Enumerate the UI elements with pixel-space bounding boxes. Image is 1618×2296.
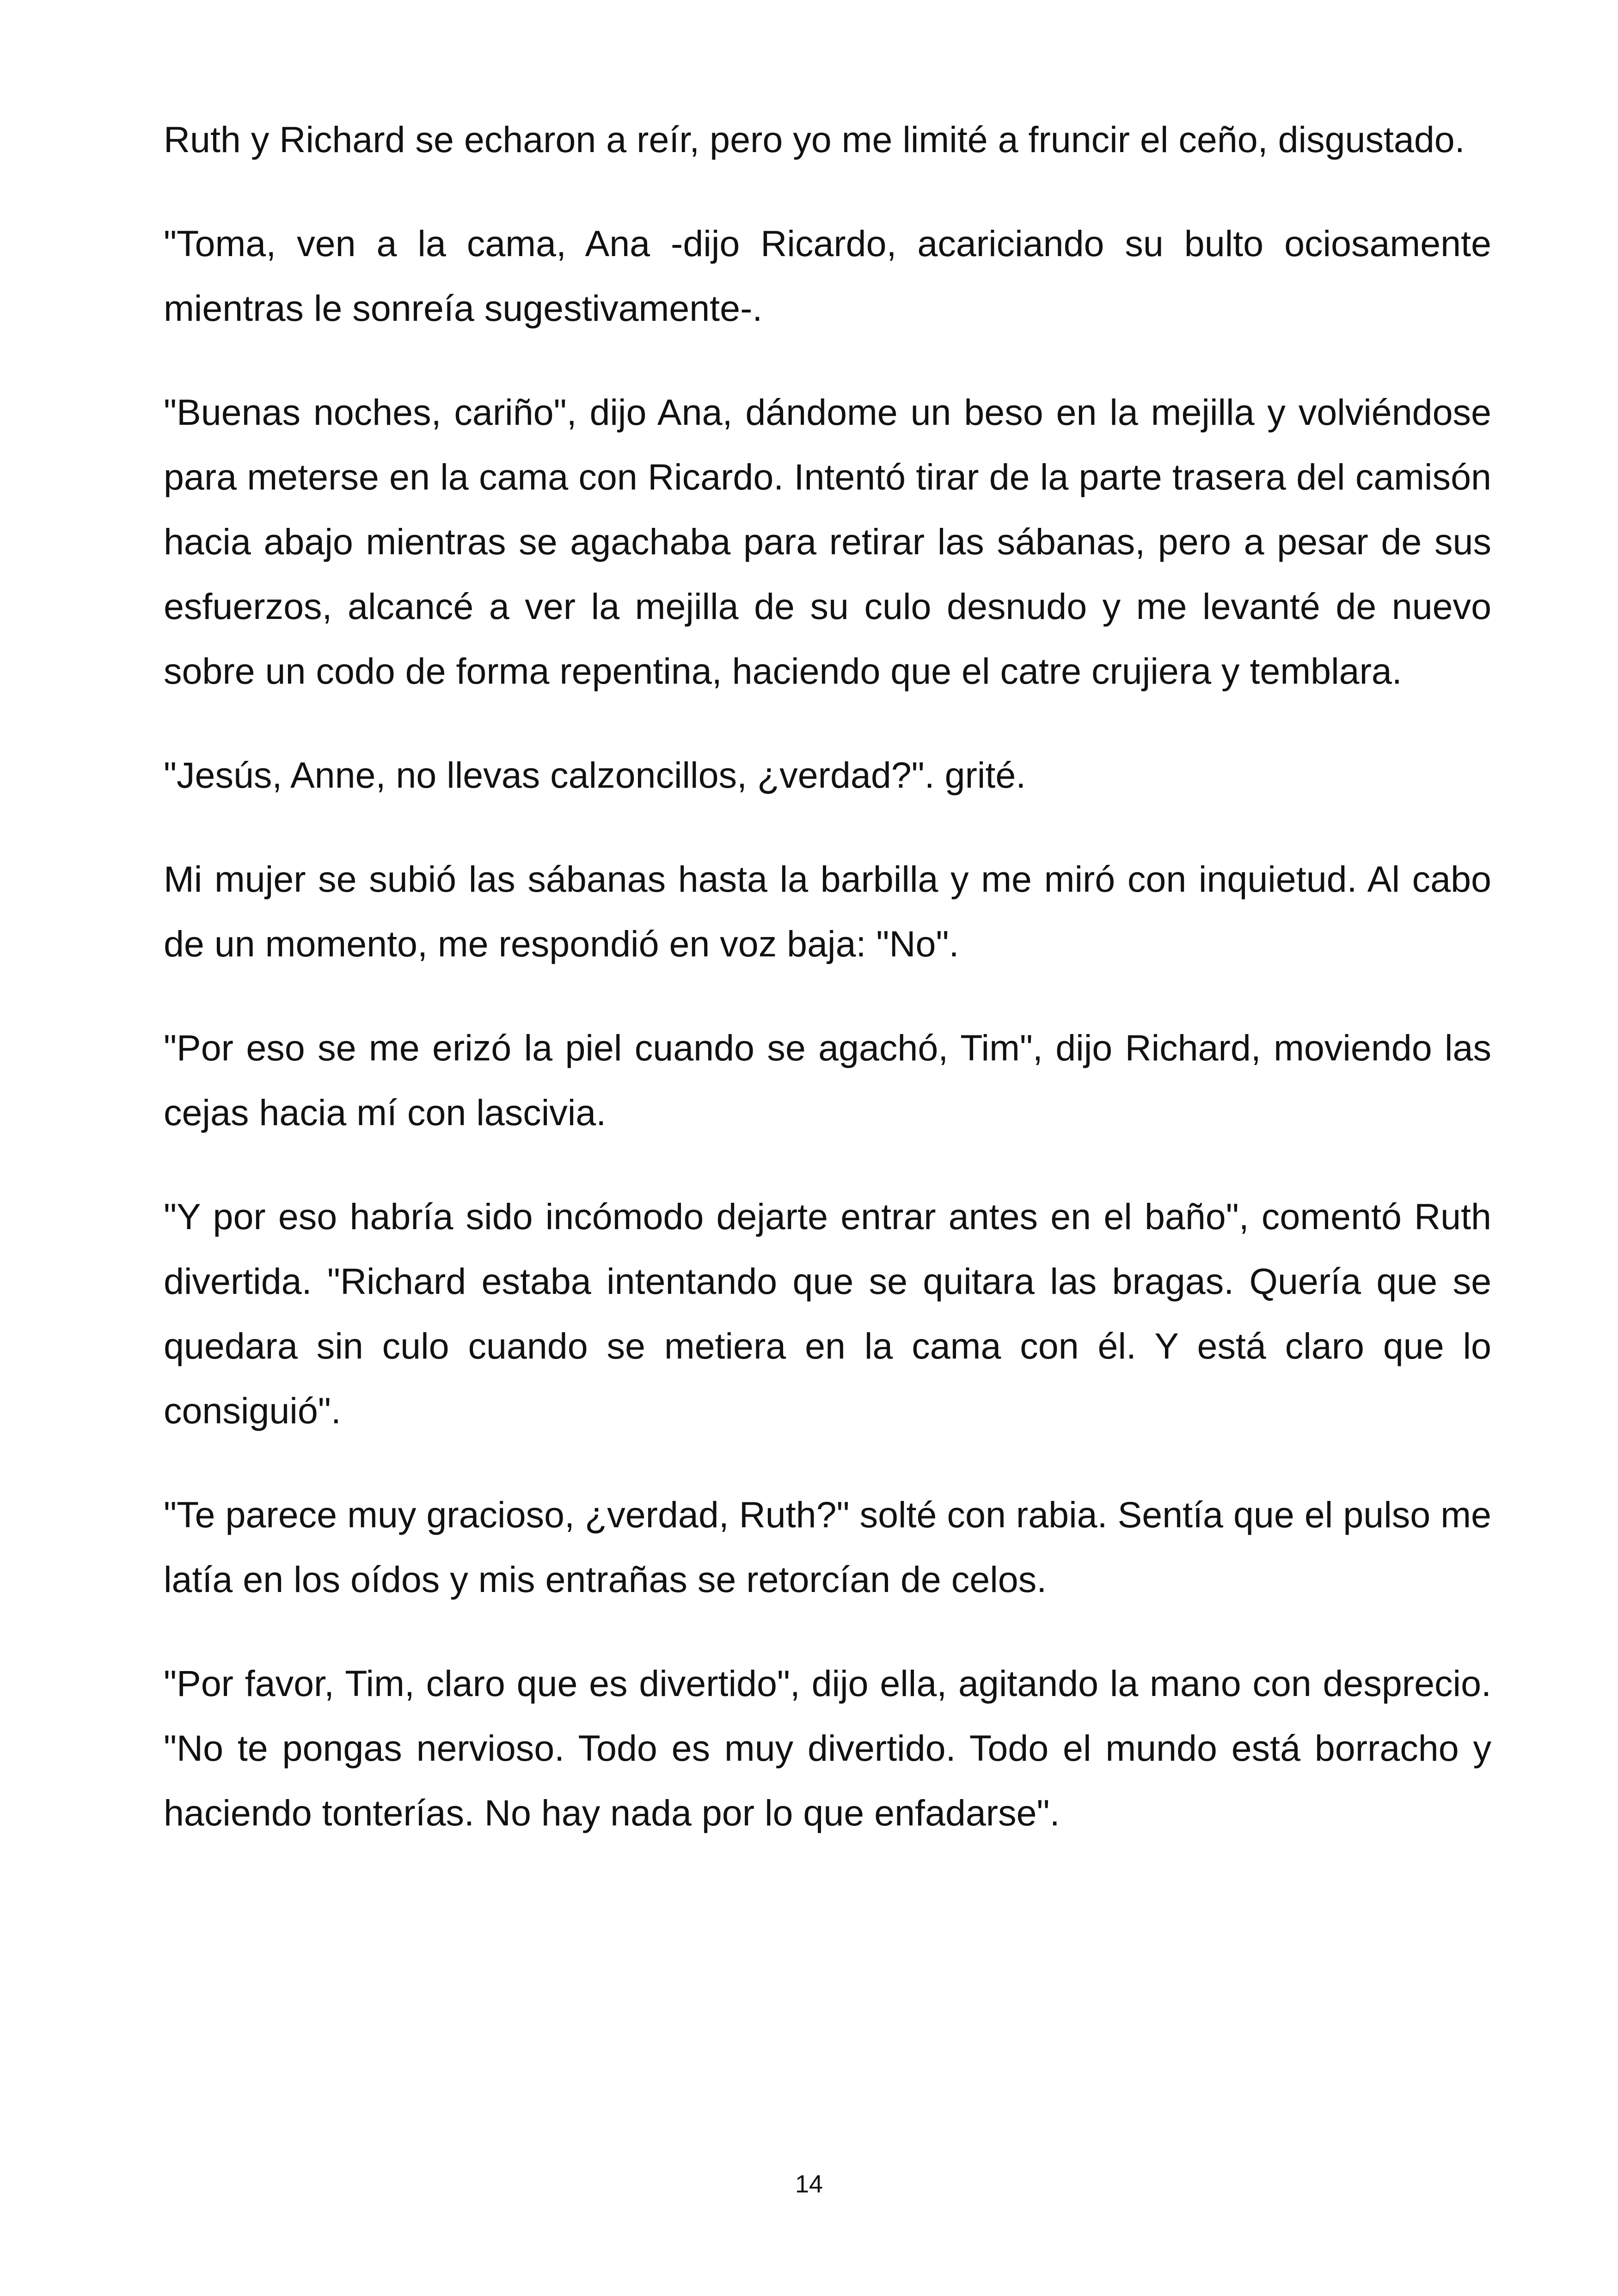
paragraph: "Te parece muy gracioso, ¿verdad, Ruth?" solté con rabia. Sentía que el pulso me latía en los oídos y mis entrañas se retorcían de celos. — [164, 1494, 1491, 1600]
paragraph: Ruth y Richard se echaron a reír, pero yo me limité a fruncir el ceño, disgustado. — [164, 119, 1465, 160]
paragraph: Mi mujer se subió las sábanas hasta la barbilla y me miró con inquietud. Al cabo de un momento, me respondió en voz baja: "No". — [164, 858, 1491, 964]
paragraph: "Toma, ven a la cama, Ana -dijo Ricardo, acariciando su bulto ociosamente mientras le sonreía sugestivamente-. — [164, 223, 1491, 329]
paragraph: "Jesús, Anne, no llevas calzoncillos, ¿verdad?". grité. — [164, 754, 1026, 796]
body-text — [164, 107, 1491, 1845]
page-number: 14 — [795, 2170, 823, 2198]
paragraph: "Y por eso habría sido incómodo dejarte entrar antes en el baño", comentó Ruth divertida. "Richard estaba intentando que se quitara las bragas. Quería que se quedara sin culo cuando se metiera en la cama con él. Y está claro que lo consiguió". — [164, 1196, 1491, 1431]
paragraph: "Por eso se me erizó la piel cuando se agachó, Tim", dijo Richard, moviendo las cejas hacia mí con lascivia. — [164, 1027, 1491, 1133]
paragraph: "Por favor, Tim, claro que es divertido", dijo ella, agitando la mano con desprecio. "No te pongas nervioso. Todo es muy divertido. Todo el mundo está borracho y haciendo tonterías. No hay nada por lo que enfadarse". — [164, 1663, 1491, 1833]
paragraph: "Buenas noches, cariño", dijo Ana, dándome un beso en la mejilla y volviéndose para meterse en la cama con Ricardo. Intentó tirar de la parte trasera del camisón hacia abajo mientras se agachaba para retirar las sábanas, pero a pesar de sus esfuerzos, alcancé a ver la mejilla de su culo desnudo y me levanté de nuevo sobre un codo de forma repentina, haciendo que el catre crujiera y temblara. — [164, 392, 1491, 692]
